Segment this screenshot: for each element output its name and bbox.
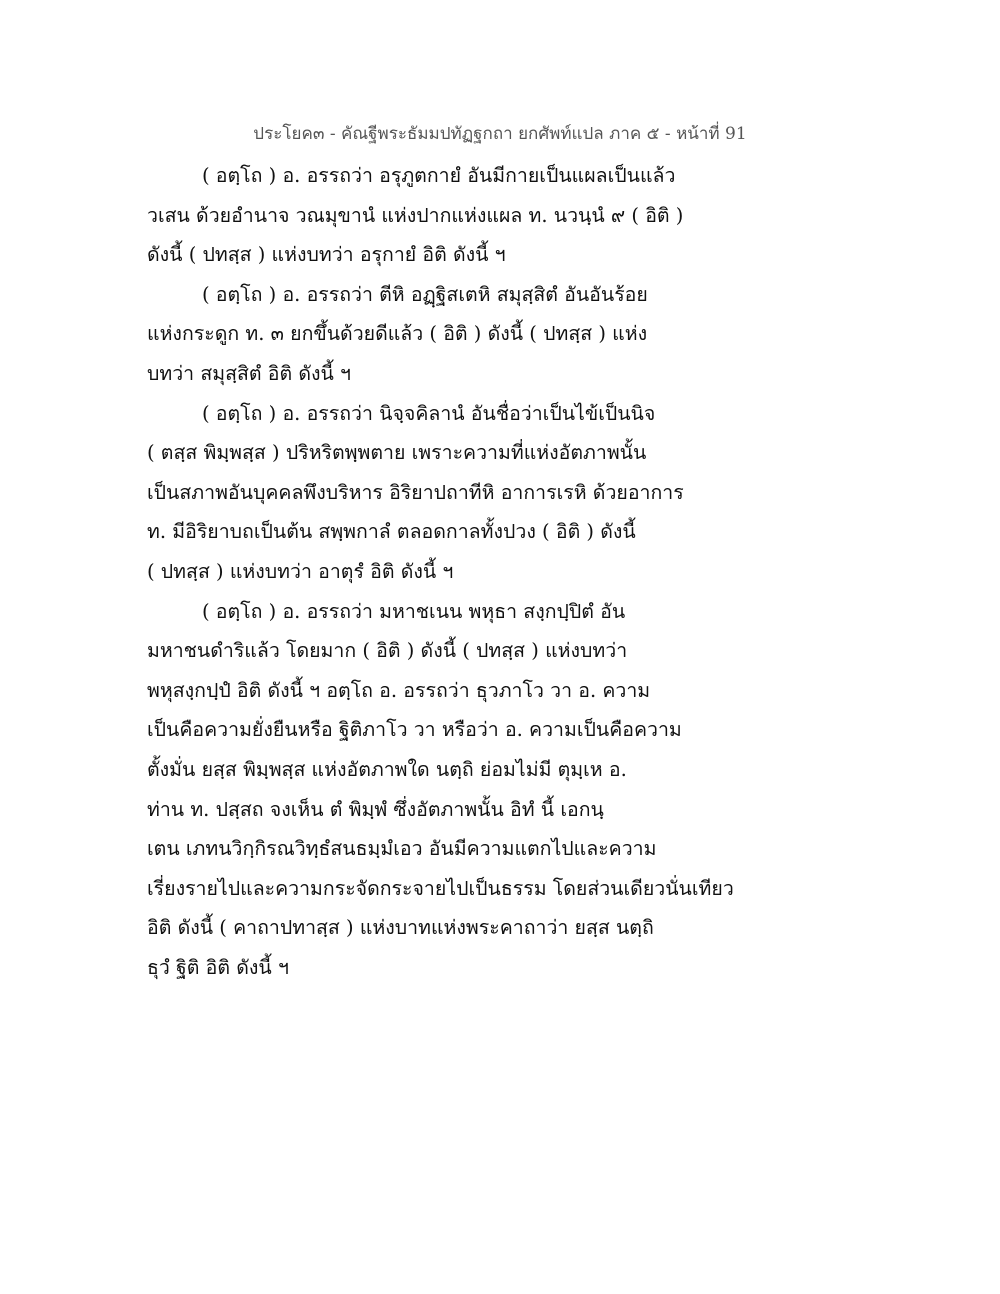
paragraph-1-line-3: ดังนี้ ( ปทสฺส ) แห่งบทว่า อรุกายํ อิติ ดังนี้ ฯ xyxy=(147,243,506,267)
body-text xyxy=(147,156,747,987)
paragraph-1-line-1: ( อตฺโถ ) อ. อรรถว่า อรุภูตกายํ อันมีกายเป็นแผลเป็นแล้ว xyxy=(202,164,676,187)
paragraph-3-line-4: ท. มีอิริยาบถเป็นต้น สพฺพกาลํ ตลอดกาลทั้งปวง ( อิติ ) ดังนี้ xyxy=(147,520,636,544)
paragraph-3-line-2: ( ตสฺส พิมฺพสฺส ) ปริหริตพฺพตาย เพราะความที่แห่งอัตภาพนั้น xyxy=(147,441,647,465)
paragraph-2-line-3: บทว่า สมุสฺสิตํ อิติ ดังนี้ ฯ xyxy=(147,361,351,385)
paragraph-3-line-1: ( อตฺโถ ) อ. อรรถว่า นิจฺจคิลานํ อันชื่อว่าเป็นไข้เป็นนิจ xyxy=(202,401,656,425)
paragraph-2-line-2: แห่งกระดูก ท. ๓ ยกขึ้นด้วยดีแล้ว ( อิติ ) ดังนี้ ( ปทสฺส ) แห่ง xyxy=(147,322,648,346)
page-header: ประโยค๓ - คัณฐีพระธัมมปทัฏฐกถา ยกศัพท์แปล ภาค ๕ - หน้าที่ 91 xyxy=(253,124,747,144)
paragraph-4-line-6: ท่าน ท. ปสฺสถ จงเห็น ตํ พิมฺพํ ซึ่งอัตภาพนั้น อิทํ นี้ เอกนฺ xyxy=(147,797,604,821)
paragraph-1-line-2: วเสน ด้วยอำนาจ วณมุขานํ แห่งปากแห่งแผล ท. นวนฺนํ ๙ ( อิติ ) xyxy=(147,203,684,227)
paragraph-3-line-5: ( ปทสฺส ) แห่งบทว่า อาตุรํ อิติ ดังนี้ ฯ xyxy=(147,559,454,583)
paragraph-4-line-5: ตั้งมั่น ยสฺส พิมฺพสฺส แห่งอัตภาพใด นตฺถิ ย่อมไม่มี ตุมฺเห อ. xyxy=(147,757,627,781)
paragraph-4-line-3: พหุสงฺกปฺปํ อิติ ดังนี้ ฯ อตฺโถ อ. อรรถว่า ธุวภาโว วา อ. ความ xyxy=(147,678,651,702)
paragraph-4-line-10: ธุวํ ฐิติ อิติ ดังนี้ ฯ xyxy=(147,955,289,979)
paragraph-4-line-4: เป็นคือความยั่งยืนหรือ ฐิติภาโว วา หรือว่า อ. ความเป็นคือความ xyxy=(147,718,682,742)
paragraph-4-line-9: อิติ ดังนี้ ( คาถาปทาสฺส ) แห่งบาทแห่งพระคาถาว่า ยสฺส นตฺถิ xyxy=(147,916,654,940)
paragraph-4-line-8: เรี่ยงรายไปและความกระจัดกระจายไปเป็นธรรม โดยส่วนเดียวนั่นเทียว xyxy=(147,876,734,900)
paragraph-4-line-2: มหาชนดำริแล้ว โดยมาก ( อิติ ) ดังนี้ ( ปทสฺส ) แห่งบทว่า xyxy=(147,639,628,663)
paragraph-2-line-1: ( อตฺโถ ) อ. อรรถว่า ตีหิ อฏฺฐิสเตหิ สมุสฺสิตํ อันอันร้อย xyxy=(202,282,648,306)
paragraph-3-line-3: เป็นสภาพอันบุคคลพึงบริหาร อิริยาปถาทีหิ อาการเรหิ ด้วยอาการ xyxy=(147,480,684,504)
paragraph-4-line-1: ( อตฺโถ ) อ. อรรถว่า มหาชเนน พหุธา สงฺกปฺปิตํ อัน xyxy=(202,599,626,623)
paragraph-4-line-7: เตน เภทนวิกฺกิรณวิทฺธํสนธมฺมํเอว อันมีความแตกไปและความ xyxy=(147,837,657,861)
